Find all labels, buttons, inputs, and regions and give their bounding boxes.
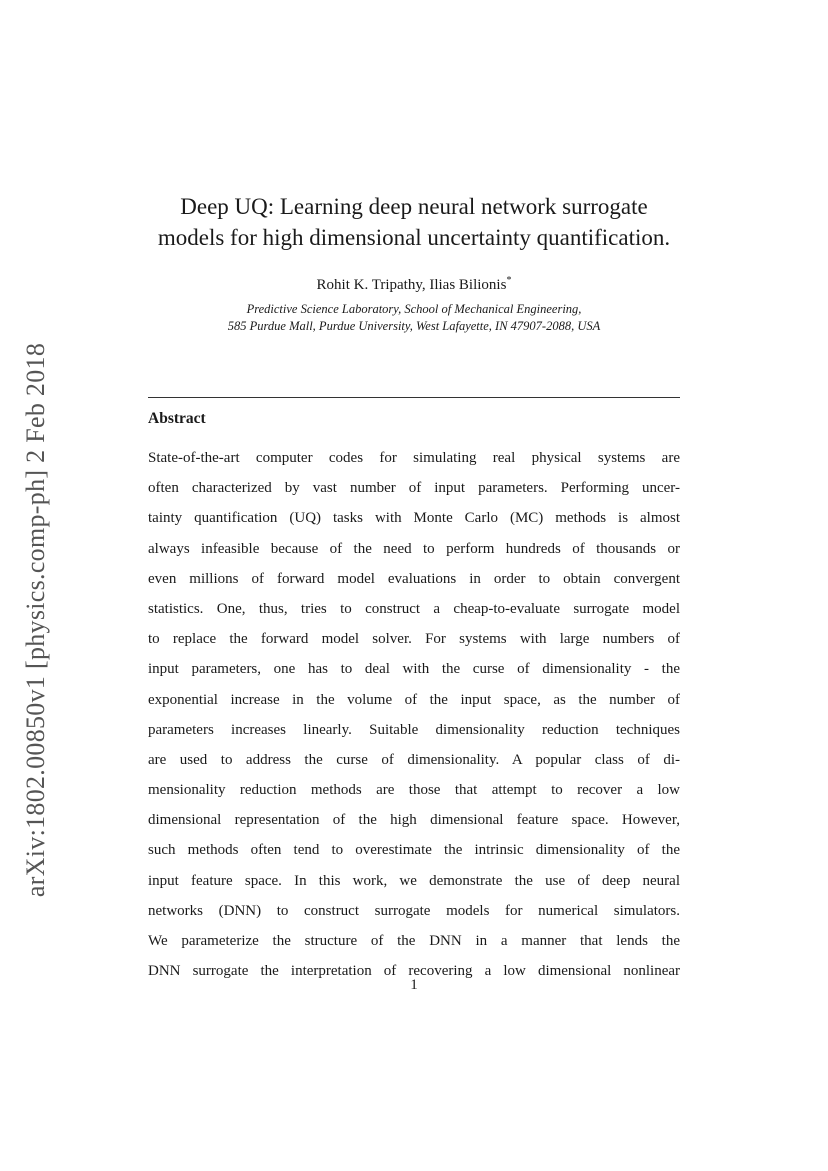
abstract-line: networks (DNN) to construct surrogate models for numerical simulators. (148, 902, 680, 919)
abstract-line: exponential increase in the volume of the input space, as the number of (148, 691, 680, 708)
abstract-line: mensionality reduction methods are those that attempt to recover a low (148, 782, 680, 799)
horizontal-rule (148, 397, 680, 398)
abstract-line: statistics. One, thus, tries to construct a cheap-to-evaluate surrogate model (148, 600, 680, 617)
affiliation-line: 585 Purdue Mall, Purdue University, West Lafayette, IN 47907-2088, USA (227, 319, 601, 333)
paper-title (148, 191, 680, 253)
abstract-line: even millions of forward model evaluations in order to obtain convergent (148, 570, 680, 587)
abstract-line: always infeasible because of the need to perform hundreds of thousands or (148, 540, 680, 557)
abstract-line: input feature space. In this work, we demonstrate the use of deep neural (148, 872, 680, 889)
abstract-line: often characterized by vast number of input parameters. Performing uncer- (148, 480, 680, 497)
arxiv-identifier: arXiv:1802.00850v1 [physics.comp-ph] 2 Feb 2018 (21, 342, 50, 898)
affiliation-line: Predictive Science Laboratory, School of Mechanical Engineering, (246, 302, 582, 316)
abstract-line: to replace the forward model solver. For systems with large numbers of (148, 631, 680, 648)
author-list (148, 275, 680, 294)
abstract-line: input parameters, one has to deal with the curse of dimensionality - the (148, 661, 680, 678)
abstract-line: State-of-the-art computer codes for simulating real physical systems are (148, 450, 680, 466)
abstract-heading: Abstract (148, 410, 206, 427)
abstract-line: We parameterize the structure of the DNN in a manner that lends the (148, 933, 680, 949)
affiliation (148, 301, 680, 335)
corresponding-author-mark: * (506, 275, 512, 286)
abstract-line: are used to address the curse of dimensionality. A popular class of di- (148, 751, 680, 768)
title-line: models for high dimensional uncertainty quantification. (157, 225, 671, 250)
abstract-line: DNN surrogate the interpretation of recovering a low dimensional nonlinear (148, 963, 680, 980)
title-line: Deep UQ: Learning deep neural network surrogate (180, 194, 648, 219)
abstract-line: tainty quantification (UQ) tasks with Monte Carlo (MC) methods is almost (148, 510, 680, 527)
abstract-line: such methods often tend to overestimate the intrinsic dimensionality of the (148, 842, 680, 859)
abstract-line: parameters increases linearly. Suitable dimensionality reduction techniques (148, 721, 680, 738)
abstract-line: dimensional representation of the high dimensional feature space. However, (148, 812, 680, 829)
page-number: 1 (410, 977, 418, 993)
author-names: Rohit K. Tripathy, Ilias Bilionis (316, 277, 507, 293)
abstract-body (148, 446, 680, 989)
